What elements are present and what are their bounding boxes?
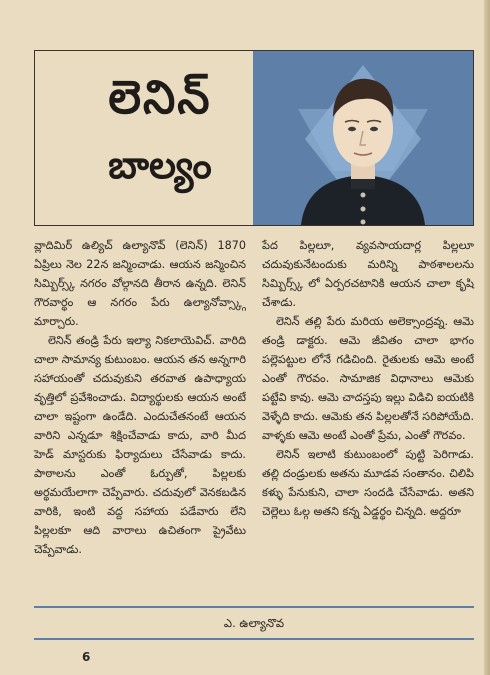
article-subtitle: బాల్యం bbox=[108, 142, 212, 187]
portrait-drawing bbox=[253, 51, 473, 225]
page-number: 6 bbox=[82, 650, 91, 664]
paragraph: లెనిన్ ఇలాటి కుటుంబంలో పుట్టి పెరిగాడు. తల్లి దండ్రులకు అతను మూడవ సంతానం. చిలిపి కళ్ళు పేనుకుని, చాలా సందడి చేసేవాడు. అతని చెల్లెలు ఓల్గ అతని కన్న ఏడ్డర్థం చిన్నది. అద్దరూ bbox=[262, 448, 474, 518]
page-edge bbox=[484, 0, 490, 675]
right-text-column bbox=[262, 236, 474, 521]
top-divider bbox=[34, 606, 474, 608]
paragraph: వ్లాదిమిర్ ఉల్యిచ్ ఉల్యానొవ్ (లెనిన్) 1870 ఏప్రిలు నెల 22న జన్మించాడు. ఆయన జన్మించిన సిమ్బిర్స్క్ నగరం వోల్గానది తీరాన ఉన్నది. లెనిన్ గౌరవార్థం ఆ నగరం పేరు ఉల్యానోవ్స్క్గా మార్చారు. bbox=[34, 239, 246, 328]
article-title: లెనిన్ bbox=[108, 70, 212, 124]
bottom-divider bbox=[34, 638, 474, 640]
paragraph: లెనిన్ తల్లి పేరు మరియ అలెక్సాంద్రవ్న. ఆమె తండ్రి డాక్టరు. ఆమె జీవితం చాలా భాగం పల్లెపట్టుల లోనే గడిచింది. రైతులకు ఆమె అంటే ఎంతో గౌరవం. సామాజిక విధానాలు ఆమెకు పట్టేవి కావు. ఆమె చాదస్తపు ఇల్లు విడిచి ఐయటికి వెళ్ళేది కాదు. ఆమెకు తన పిల్లలతోనే సరిపోయేది. వాళ్ళకు ఆమె అంటే ఎంతో ప్రేమ, ఎంతో గౌరవం. bbox=[262, 315, 474, 442]
lenin-portrait-illustration bbox=[253, 51, 473, 225]
left-text-column bbox=[34, 236, 246, 559]
author-name: ఎ. ఉల్యానొవ bbox=[223, 616, 285, 630]
paragraph: లెనిన్ తండ్రి పేరు ఇల్యా నికలాయెవిచ్. వారిది చాలా సామాన్య కుటుంబం. ఆయన తన అన్నగారి సహాయంతో చదువుకుని తరవాత ఉపాధ్యాయ వృత్తిలో ప్రవేశించాడు. విద్యార్థులకు ఆయన అంటే చాలా ఇష్టంగా ఉండేది. ఎందుచేతనంటే ఆయన వారిని ఎన్నడూ శిక్షించేవాడు కాదు, వారి మీద హెడ్ మాస్టరుకు ఫిర్యాదులు చేసేవాడు కాదు. పాఠాలను ఎంతో ఓర్పుతో, పిల్లలకు అర్థమయేలాగా చెప్పేవారు. చదువులో వెనకబడిన వారికి, ఇంటి వద్ద సహాయ పడేవారు లేని పిల్లలకూ ఆది వారాలు ఉచితంగా ప్రైవేటు చెప్పేవాడు. bbox=[34, 334, 246, 556]
paragraph: పేద పిల్లలూ, వ్యవసాయదార్ల పిల్లలూ చదువుకునేటందుకు మరిన్ని పాఠశాలలను సిమ్బిర్స్క్ లో ఏర్పరచటానికి ఆయన చాలా కృషి చేశాడు. bbox=[262, 239, 474, 309]
title-header-box bbox=[34, 50, 474, 226]
